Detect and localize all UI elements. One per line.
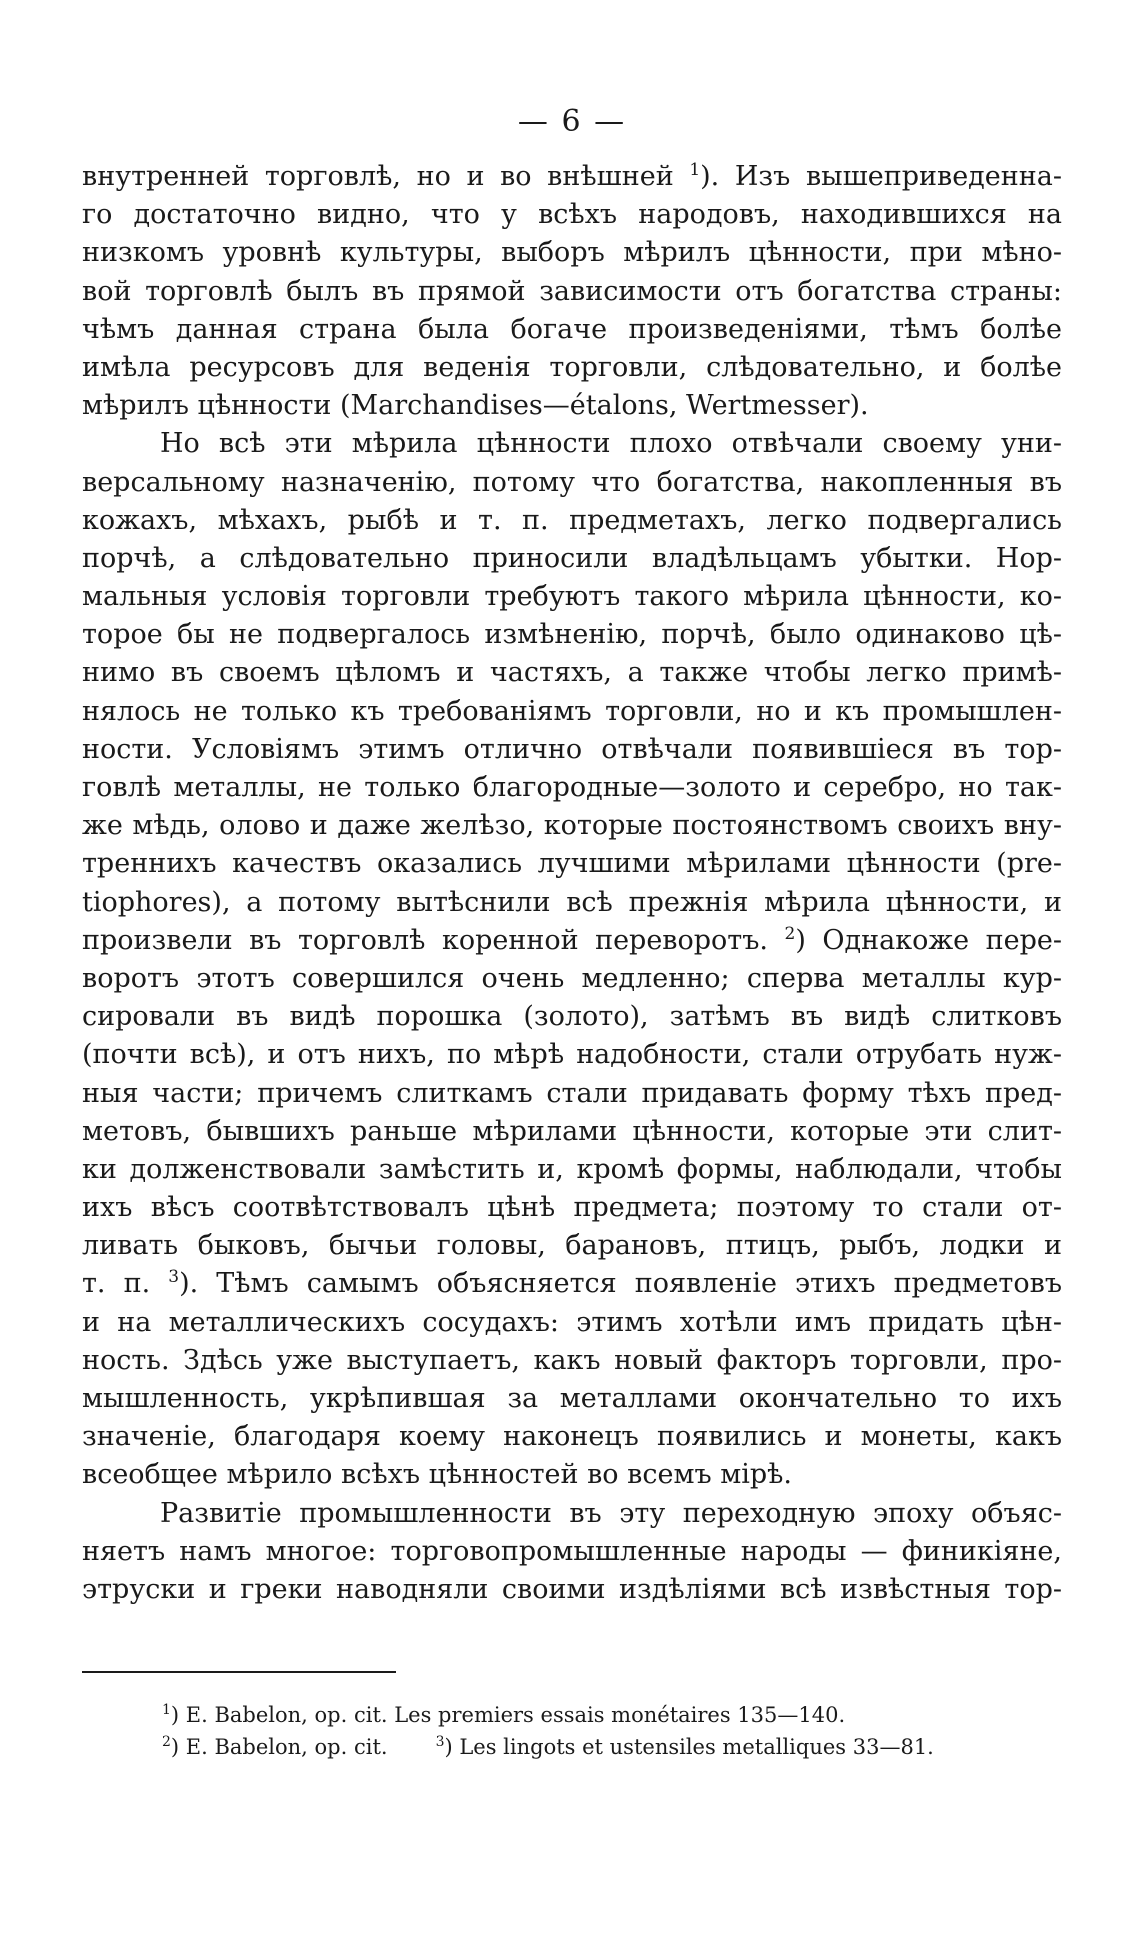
footnote-divider <box>82 1671 396 1673</box>
text-line: сировали въ видѣ порошка (золото), затѣмъ въ видѣ слитковъ <box>82 1001 1062 1033</box>
text-line: го достаточно видно, что у всѣхъ народовъ, находившихся на <box>82 199 1062 231</box>
text-line: Развитіе промышленности въ эту переходную эпоху объяс- <box>160 1497 1062 1529</box>
text-line: tiophores), а потому вытѣснили всѣ прежнія мѣрила цѣнности, и <box>82 886 1062 918</box>
footnote-reference: 3 <box>168 1267 180 1288</box>
text-line: этруски и греки наводняли своими издѣліями всѣ извѣстныя тор- <box>82 1573 1062 1605</box>
text-line: метовъ, бывшихъ раньше мѣрилами цѣнности, которые эти слит- <box>82 1115 1062 1147</box>
text-line: порчѣ, а слѣдовательно приносили владѣльцамъ убытки. Нор- <box>82 542 1062 574</box>
text-line: ихъ вѣсъ соотвѣтствовалъ цѣнѣ предмета; поэтому то стали от- <box>82 1192 1062 1224</box>
text-line: низкомъ уровнѣ культуры, выборъ мѣрилъ цѣнности, при мѣно- <box>82 237 1062 269</box>
text-line: вой торговлѣ былъ въ прямой зависимости отъ богатства страны: <box>82 275 1062 307</box>
text-line: ности. Условіямъ этимъ отлично отвѣчали появившіеся въ тор- <box>82 733 1062 765</box>
text-line: ки долженствовали замѣстить и, кромѣ формы, наблюдали, чтобы <box>82 1153 1062 1185</box>
text-line: няетъ намъ многое: торговопромышленные народы — финикіяне, <box>82 1535 1062 1567</box>
footnote-2-text: ) E. Babelon, op. cit. <box>170 1735 388 1760</box>
body-text <box>82 158 1062 1609</box>
text-segment: ). Изъ вышеприведенна- <box>700 161 1062 192</box>
text-line: треннихъ качествъ оказались лучшими мѣрилами цѣнности (pre- <box>82 848 1062 880</box>
book-page <box>82 100 1062 1763</box>
text-line: всеобщее мѣрило всѣхъ цѣнностей во всемъ мірѣ. <box>82 1459 792 1491</box>
footnotes <box>82 1699 1062 1763</box>
text-line: кожахъ, мѣхахъ, рыбѣ и т. п. предметахъ, легко подвергались <box>82 504 1062 536</box>
text-line: и на металлическихъ сосудахъ: этимъ хотѣли имъ придать цѣн- <box>82 1306 1062 1338</box>
text-line: мальныя условія торговли требуютъ такого мѣрила цѣнности, ко- <box>82 581 1062 613</box>
text-line: значеніе, благодаря коему наконецъ появились и монеты, какъ <box>82 1421 1062 1453</box>
text-line: (почти всѣ), и отъ нихъ, по мѣрѣ надобности, стали отрубать нуж- <box>82 1039 1062 1071</box>
footnote-1 <box>162 1699 1062 1731</box>
text-line: Но всѣ эти мѣрила цѣнности плохо отвѣчали своему уни- <box>160 428 1062 460</box>
text-line: ливать быковъ, бычьи головы, барановъ, птицъ, рыбъ, лодки и <box>82 1230 1062 1262</box>
text-line <box>82 922 1062 960</box>
text-line: чѣмъ данная страна была богаче произведеніями, тѣмъ болѣе <box>82 313 1062 345</box>
text-line: мѣрилъ цѣнности (Marchandises—étalons, Wertmesser). <box>82 390 869 422</box>
text-segment: произвели въ торговлѣ коренной переворотъ. <box>82 924 785 956</box>
text-line: ность. Здѣсь уже выступаетъ, какъ новый факторъ торговли, про- <box>82 1344 1062 1376</box>
text-line: ныя части; причемъ слиткамъ стали придавать форму тѣхъ пред- <box>82 1077 1062 1109</box>
footnote-2-3-line <box>162 1731 1062 1763</box>
text-segment: ) Однакоже пере- <box>795 924 1063 956</box>
footnote-3-text: ) Les lingots et ustensiles metalliques 33—81. <box>444 1735 934 1760</box>
text-line: воротъ этотъ совершился очень медленно; сперва металлы кур- <box>82 962 1062 994</box>
footnote-reference: 2 <box>784 923 796 944</box>
text-line <box>82 158 1062 196</box>
page-number: — 6 — <box>517 104 627 139</box>
text-segment: ). Тѣмъ самымъ объясняется появленіе этихъ предметовъ <box>179 1268 1062 1300</box>
footnote-3-mark: 3 <box>435 1734 445 1751</box>
footnote-1-mark: 1 <box>162 1702 171 1719</box>
text-line: нимо въ своемъ цѣломъ и частяхъ, а также чтобы легко примѣ- <box>82 657 1062 689</box>
text-line <box>82 1265 1062 1303</box>
footnote-reference: 1 <box>689 160 701 180</box>
text-line: торое бы не подвергалось измѣненію, порчѣ, было одинаково цѣ- <box>82 619 1062 651</box>
text-line: имѣла ресурсовъ для веденія торговли, слѣдовательно, и болѣе <box>82 351 1062 383</box>
text-line: нялось не только къ требованіямъ торговли, но и къ промышлен- <box>82 695 1062 727</box>
text-segment: т. п. <box>82 1268 169 1300</box>
text-line: мышленность, укрѣпившая за металлами окончательно то ихъ <box>82 1383 1062 1414</box>
footnote-2-mark: 2 <box>162 1734 171 1751</box>
text-line: версальному назначенію, потому что богатства, накопленныя въ <box>82 466 1062 498</box>
text-segment: внутренней торговлѣ, но и во внѣшней <box>82 161 690 192</box>
text-line: же мѣдь, олово и даже желѣзо, которые постоянствомъ своихъ вну- <box>82 810 1062 842</box>
footnote-1-text: ) E. Babelon, op. cit. Les premiers essais monétaires 135—140. <box>170 1703 846 1728</box>
text-line: говлѣ металлы, не только благородные—золото и серебро, но так- <box>82 772 1062 803</box>
